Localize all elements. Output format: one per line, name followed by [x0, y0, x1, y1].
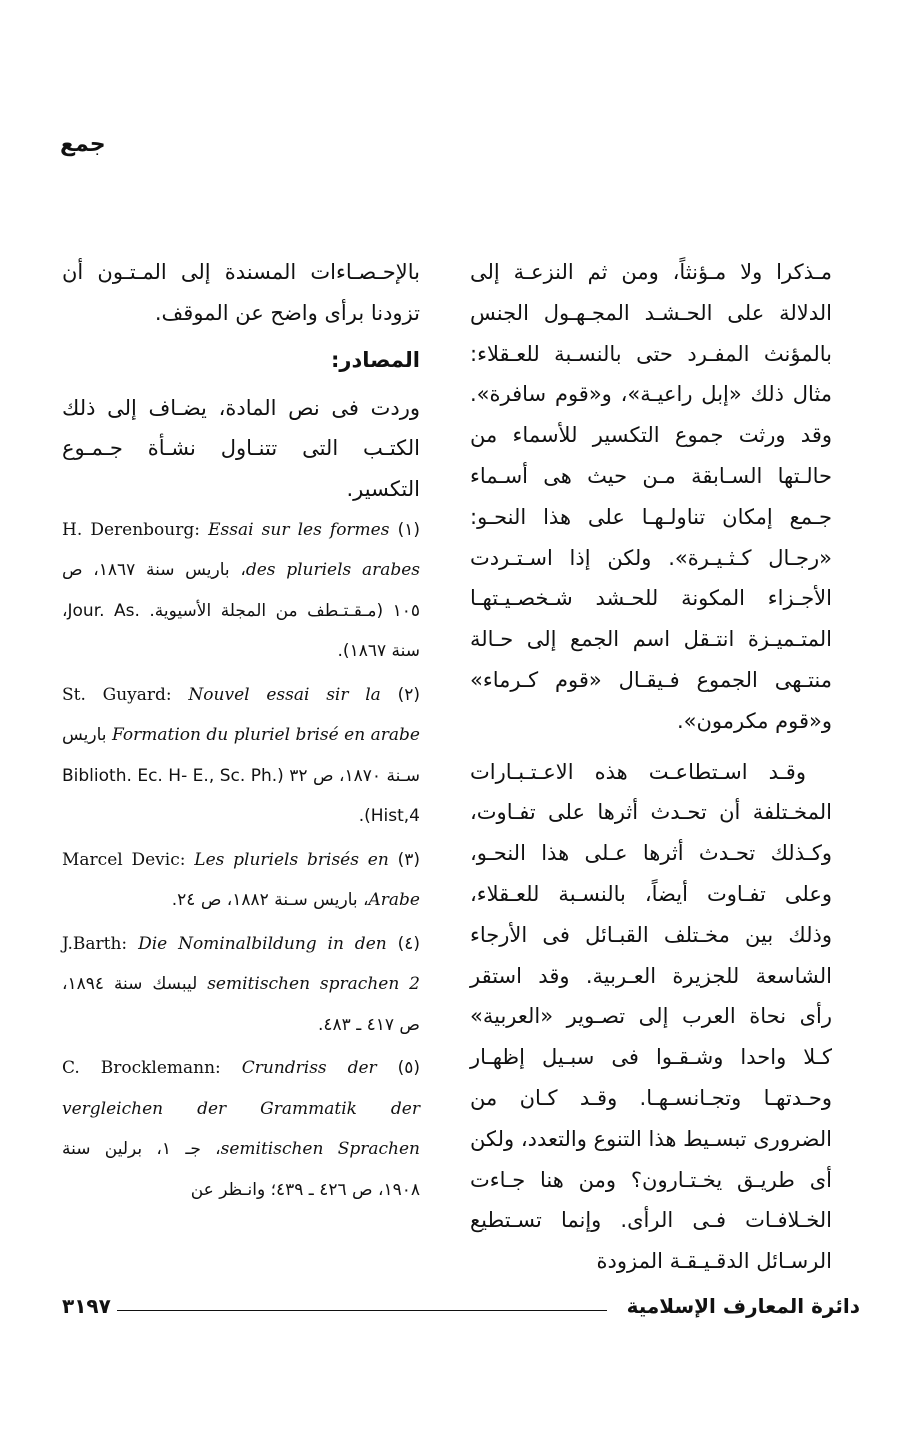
reference-title: Essai sur les formes des pluriels arabes: [208, 519, 421, 581]
sources-heading: المصادر:: [330, 347, 420, 372]
right-paragraph-2: وقـد اسـتطاعـت هذه الاعـتـبـارات المخـتلفة أن تحـدث أثرها على تفـاوت، وكـذلك تحـدث أثرها عـلى هذا النحـو، وعلى تفـاوت أيضاً، بالنسـبة للعـقلاء، وذلك بين مخـتلف القبـائل فى الأرجاء الشاسعة للجزيرة العـربية. وقد استقر رأى نحاة العرب إلى تصـوير «العربية» كـلا واحدا وشـقـوا فى سبـيل إظهـار وحـدتهـا وتجـانسـهـا. وقـد كـان من الضرورى تبسـيط هذا التنوع والتعدد، ولكن أى طريـق يخـتـارون؟ ومن هنا جـاءت الخـلافـات فـى الرأى. وإنما تسـتطيع الرسـائل الدقـيـقـة المزودة: [470, 759, 832, 1274]
left-column: [62, 252, 420, 1210]
publication-title: دائرة المعارف الإسلامية: [626, 1294, 860, 1318]
reference-details: باريس سنة ١٨٦٧، ص ١٠٥ (مـقـتـطف من المجلة الأسيوية. .Jour. As، سنة ١٨٦٧).: [62, 560, 420, 662]
reference-details: جـ ١، برلين سنة ١٩٠٨، ص ٤٢٦ ـ ٤٣٩؛ وانـظر عن: [62, 1139, 420, 1200]
reference-number: (٣): [397, 849, 421, 870]
reference-author: St. Guyard:: [62, 684, 172, 705]
reference-2: [62, 675, 420, 837]
reference-title: Les pluriels brisés en Arabe: [194, 849, 420, 911]
running-title: جمع: [60, 132, 106, 157]
reference-3: (٣) Marcel Devic: Les pluriels brisés en Arabe، باريس سـنة ١٨٨٢، ص ٢٤.: [62, 849, 421, 911]
right-paragraph-1: مـذكرا ولا مـؤنثاً، ومن ثم النزعـة إلى الدلالة على الحـشـد المجـهـول الجنس بالمؤنث المفـرد حتى بالنسـبة للعـقلاء: مثال ذلك «إبل راعيـة»، و«قوم سافرة». وقد ورثت جموع التكسير للأسماء من حالـتها السـابقة مـن حيث هى أسـماء جـمع إمكان تناولـهـا على هذا النحـو: «رجـال كـثـيـرة». ولكن إذا اسـتـردت الأجـزاء المكونة للحـشد شـخصـيـتهـا المتـميـزة انتـقل اسم الجمع إلى حـالة منتـهى الجموع فـيقـال «قوم كـرماء» و«قوم مكرمون».: [470, 260, 832, 733]
left-paragraph-1: بالإحـصـاءات المسندة إلى المـتـون أن تزودنا برأى واضح عن الموقف.: [62, 260, 420, 325]
reference-number: (٢): [397, 684, 420, 705]
left-paragraph-2: وردت فى نص المادة، يضـاف إلى ذلك الكتـب التى تتنـاول نشـأة جـمـوع التكسير.: [62, 395, 420, 502]
reference-bib: [62, 685, 420, 746]
page-number: ٣١٩٧: [62, 1294, 111, 1318]
reference-title: Crundriss der vergleichen der Grammatik der semitischen Sprachen: [62, 1058, 420, 1160]
reference-title: Nouvel essai sir la Formation du pluriel brisé en arabe: [112, 684, 420, 746]
page-footer: [62, 1294, 860, 1324]
reference-4: [62, 924, 420, 1046]
reference-details: باريس سـنة ١٨٨٢، ص ٢٤.: [171, 890, 358, 911]
reference-author: Marcel Devic:: [62, 849, 186, 870]
footer-rule: [117, 1310, 607, 1311]
reference-1: (١) H. Derenbourg: Essai sur les formes des pluriels arabes، باريس سنة ١٨٦٧، ص ١٠٥ (مـقـتـطف من المجلة الأسيوية. .Jour. As، سنة ١٨٦٧).: [62, 519, 421, 662]
reference-details: باريس سـنة ١٨٧٠، ص ٣٢ (Biblioth. Ec. H- E., Sc. Ph. Hist,4).: [62, 725, 420, 827]
reference-number: (١): [397, 519, 421, 540]
reference-5: (٥) C. Brocklemann: Crundriss der vergleichen der Grammatik der semitischen Sprachen، جـ ١، برلين سنة ١٩٠٨، ص ٤٢٦ ـ ٤٣٩؛ وانـظر عن: [62, 1058, 421, 1200]
reference-details: ليبسك سنة ١٨٩٤، ص ٤١٧ ـ ٤٨٣.: [62, 974, 420, 1035]
reference-author: H. Derenbourg:: [62, 519, 200, 540]
reference-number: (٤): [397, 933, 421, 954]
right-column: [470, 252, 832, 1282]
reference-author: J.Barth:: [62, 933, 128, 954]
reference-title: Die Nominalbildung in den semitischen sprachen 2: [138, 933, 420, 995]
reference-number: (٥): [397, 1058, 421, 1079]
reference-author: C. Brocklemann:: [62, 1058, 221, 1079]
